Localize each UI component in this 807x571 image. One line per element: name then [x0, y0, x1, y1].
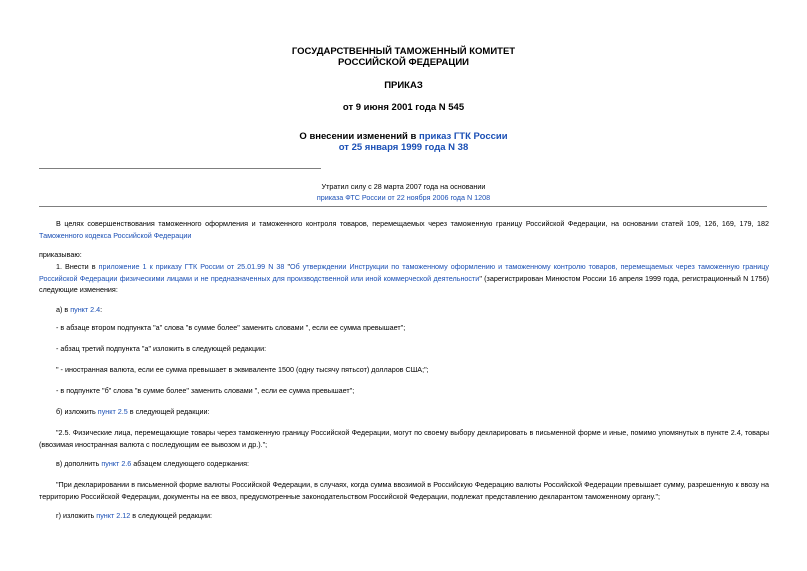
subitem-a-line-3: " - иностранная валюта, если ее сумма превышает в эквиваленте 1500 (одну тысячу пятьсот) долларов США;"; — [56, 365, 429, 374]
point-2-12-link[interactable]: пункт 2.12 — [96, 511, 131, 520]
subitem-v-quote: "При декларировании в письменной форме валюты Российской Федерации, в случаях, когда сумма ввозимой в Российскую Федерацию валюты Российской Федерации превышает сумму, разрешенную к ввозу на территорию Российской Федерации, документы на ее ввоз, предусмотренные законодательством Российской Федерации, подлежат представлению декларантом таможенному органу."; — [39, 480, 769, 501]
document-title-line-1 — [0, 131, 807, 142]
short-divider — [39, 168, 321, 169]
subitem-a-line-1: - в абзаце втором подпункта "а" слова "в сумме более" заменить словами ", если ее сумма превышает"; — [56, 323, 406, 332]
status-note-link-line — [0, 192, 807, 203]
customs-code-link[interactable]: Таможенного кодекса Российской Федерации — [39, 230, 192, 240]
point-2-5-link[interactable]: пункт 2.5 — [97, 407, 128, 416]
document-type: ПРИКАЗ — [384, 80, 423, 91]
document-title-line-2 — [0, 142, 807, 153]
issuer-line-1: ГОСУДАРСТВЕННЫЙ ТАМОЖЕННЫЙ КОМИТЕТ — [291, 46, 516, 57]
subitem-v-paragraph — [39, 458, 769, 470]
subitem-a-pre: а) в — [56, 305, 71, 314]
item-1-text-c: " (зарегистрирован Минюстом России 16 апреля 1999 года, регистрационный N 1756) следующие изменения: — [39, 273, 769, 294]
item-1-paragraph — [39, 261, 769, 296]
subitem-v-pre: в) дополнить — [56, 459, 102, 468]
title-prefix: О внесении изменений в — [299, 131, 420, 142]
point-2-4-link[interactable]: пункт 2.4 — [70, 305, 101, 314]
subitem-b-paragraph — [39, 406, 769, 418]
subitem-b-post: в следующей редакции: — [127, 407, 210, 416]
subitem-g-paragraph — [39, 510, 769, 522]
item-1-text-a: 1. Внести в — [56, 262, 99, 271]
title-link-date[interactable]: от 25 января 1999 года N 38 — [338, 142, 469, 153]
issuer-line-2: РОССИЙСКОЙ ФЕДЕРАЦИИ — [337, 57, 469, 68]
title-link-order[interactable]: приказ ГТК России — [419, 131, 508, 142]
document-date: от 9 июня 2001 года N 545 — [342, 102, 465, 113]
appendix-link[interactable]: приложение 1 к приказу ГТК России от 25.01.99 N 38 — [98, 262, 285, 271]
preamble-text: В целях совершенствования таможенного оформления и таможенного контроля товаров, перемещаемых через таможенную границу Российской Федерации, на основании статей 109, 126, 169, 179, 182 — [56, 219, 769, 228]
subitem-a-post: : — [100, 305, 103, 314]
order-word: приказываю: — [39, 250, 82, 259]
subitem-g-post: в следующей редакции: — [130, 511, 213, 520]
status-note-link[interactable]: приказа ФТС России от 22 ноября 2006 года N 1208 — [316, 193, 491, 202]
subitem-v-post: абзацем следующего содержания: — [131, 459, 250, 468]
subitem-a-line-2: - абзац третий подпункта "а" изложить в следующей редакции: — [56, 344, 267, 353]
item-1-text-b: " — [284, 262, 291, 271]
instruction-link[interactable]: Об утверждении Инструкции по таможенному оформлению и таможенному контролю товаров, перемещаемых через таможенную границу Российской Федерации физическими лицами и не предназначенных для производственной или иной коммерческой деятельности — [39, 262, 769, 283]
preamble-paragraph — [39, 218, 769, 241]
status-note-line: Утратил силу с 28 марта 2007 года на основании — [321, 182, 486, 191]
subitem-g-pre: г) изложить — [56, 511, 97, 520]
subitem-a-paragraph — [39, 304, 769, 316]
subitem-b-pre: б) изложить — [56, 407, 98, 416]
subitem-a-line-4: - в подпункте "б" слова "в сумме более" заменить словами ", если ее сумма превышает"; — [56, 386, 355, 395]
point-2-6-link[interactable]: пункт 2.6 — [101, 459, 132, 468]
subitem-b-quote: "2.5. Физические лица, перемещающие товары через таможенную границу Российской Федерации, могут по своему выбору декларировать в письменной форме и иные, помимо упомянутых в пункте 2.4, товары (ввозимая иностранная валюта с последующим ее вывозом и др.)."; — [39, 428, 769, 449]
full-divider — [39, 206, 767, 207]
